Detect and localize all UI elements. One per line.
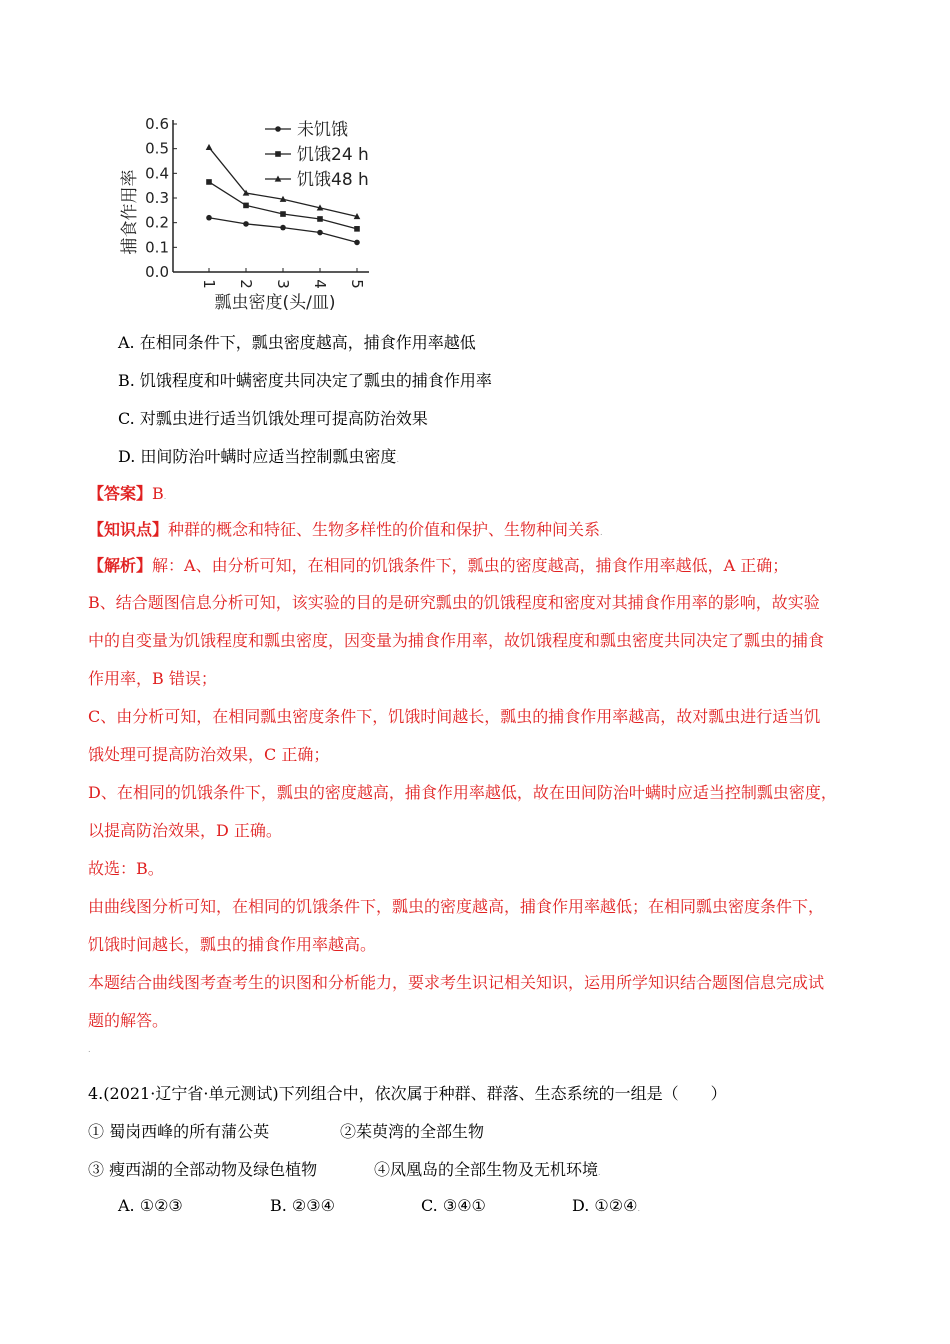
analysis-line-13: 题的解答。 xyxy=(88,1011,169,1030)
option-a: A. 在相同条件下，瓢虫密度越高，捕食作用率越低 xyxy=(118,333,476,352)
analysis-label: 【解析】 xyxy=(88,556,153,575)
data-point xyxy=(206,179,212,185)
y-tick-label: 0.3 xyxy=(145,189,169,207)
x-tick-label: 5 xyxy=(348,279,366,289)
analysis-line-3: 中的自变量为饥饿程度和瓢虫密度，因变量为捕食作用率，故饥饿程度和瓢虫密度共同决定了瓢虫的捕食 xyxy=(88,631,825,650)
analysis-line-8: 以提高防治效果，D 正确。 xyxy=(88,821,282,840)
y-tick-label: 0.5 xyxy=(145,139,169,158)
data-point xyxy=(206,144,213,150)
para-mark: . xyxy=(163,492,167,501)
data-point xyxy=(243,203,249,209)
analysis-line-1 xyxy=(88,556,868,576)
analysis-line-4: 作用率，B 错误； xyxy=(88,669,217,688)
knowledge-value: 种群的概念和特征、生物多样性的价值和保护、生物种间关系 xyxy=(168,520,601,539)
question-4-item-1: ① 蜀岗西峰的所有蒲公英 xyxy=(88,1122,270,1141)
legend-label: 饥饿48 h xyxy=(297,170,369,190)
x-tick-label: 2 xyxy=(237,279,255,289)
answer-value: B xyxy=(152,484,164,503)
analysis-line-5: C、由分析可知，在相同瓢虫密度条件下，饥饿时间越长，瓢虫的捕食作用率越高，故对瓢虫进行适当饥 xyxy=(88,707,821,726)
series-1 xyxy=(206,215,360,245)
question-4-stem: 4.(2021·辽宁省·单元测试)下列组合中，依次属于种群、群落、生态系统的一组是（ ） xyxy=(88,1084,727,1103)
question-4-items-row-2 xyxy=(88,1160,601,1180)
data-point xyxy=(243,221,249,227)
para-mark: . xyxy=(88,1045,91,1054)
analysis-line-9: 故选：B。 xyxy=(88,859,164,878)
question-4-choice-a: A. ①②③ xyxy=(118,1196,183,1215)
y-tick-label: 0.4 xyxy=(145,164,169,183)
para-mark: . xyxy=(600,528,603,537)
predation-rate-chart xyxy=(115,112,395,317)
data-point xyxy=(354,226,360,232)
knowledge-line xyxy=(88,520,868,543)
y-tick-label: 0.2 xyxy=(145,213,169,232)
data-point xyxy=(280,211,286,217)
legend-label: 未饥饿 xyxy=(297,120,348,140)
chart-xlabel: 瓢虫密度(头/皿) xyxy=(214,293,336,313)
analysis-line-2: B、结合题图信息分析可知，该实验的目的是研究瓢虫的饥饿程度和密度对其捕食作用率的影响，故实验 xyxy=(88,593,820,612)
data-point xyxy=(317,216,323,222)
question-4-item-4: ④凤凰岛的全部生物及无机环境 xyxy=(374,1160,599,1179)
question-4-choice-c: C. ③④① xyxy=(421,1196,486,1215)
x-tick-label: 4 xyxy=(311,279,329,289)
option-d-text: D. 田间防治叶螨时应适当控制瓢虫密度 xyxy=(118,447,397,466)
question-4-item-3: ③ 瘦西湖的全部动物及绿色植物 xyxy=(88,1160,318,1179)
analysis-line-12: 本题结合曲线图考查考生的识图和分析能力，要求考生识记相关知识，运用所学知识结合题图信息完成试 xyxy=(88,973,825,992)
question-4-choice-d xyxy=(572,1196,640,1219)
analysis-text: 解：A、由分析可知，在相同的饥饿条件下，瓢虫的密度越高，捕食作用率越低，A 正确； xyxy=(152,556,789,575)
data-point xyxy=(275,126,281,132)
data-point xyxy=(275,151,281,157)
option-d xyxy=(118,447,399,470)
question-4-choice-d-text: D. ①②④ xyxy=(572,1196,638,1215)
y-tick-label: 0.0 xyxy=(145,263,169,281)
answer-label: 【答案】 xyxy=(88,484,153,503)
chart-ylabel: 捕食作用率 xyxy=(120,169,140,255)
y-tick-label: 0.6 xyxy=(145,115,169,133)
x-tick-label: 3 xyxy=(274,279,292,289)
analysis-line-6: 饿处理可提高防治效果，C 正确； xyxy=(88,745,330,764)
question-4-choice-b: B. ②③④ xyxy=(270,1196,335,1215)
option-c: C. 对瓢虫进行适当饥饿处理可提高防治效果 xyxy=(118,409,428,428)
chart-svg xyxy=(115,112,395,317)
question-4-item-2: ②茱萸湾的全部生物 xyxy=(340,1122,485,1141)
para-mark: . xyxy=(637,1204,641,1213)
analysis-line-7: D、在相同的饥饿条件下，瓢虫的密度越高，捕食作用率越低，故在田间防治叶螨时应适当控制瓢虫密度， xyxy=(88,783,837,802)
analysis-line-10: 由曲线图分析可知，在相同的饥饿条件下，瓢虫的密度越高，捕食作用率越低；在相同瓢虫密度条件下， xyxy=(88,897,825,916)
knowledge-label: 【知识点】 xyxy=(88,520,169,539)
analysis-line-11: 饥饿时间越长，瓢虫的捕食作用率越高。 xyxy=(88,935,377,954)
question-4-items-row-1 xyxy=(88,1122,485,1142)
legend-label: 饥饿24 h xyxy=(297,145,369,165)
data-point xyxy=(206,215,212,221)
y-tick-label: 0.1 xyxy=(145,238,169,257)
data-point xyxy=(317,230,323,236)
data-point xyxy=(354,240,360,246)
para-mark: . xyxy=(598,1168,601,1177)
data-point xyxy=(280,225,286,231)
answer-line xyxy=(88,484,868,507)
para-mark: . xyxy=(396,455,399,464)
x-tick-label: 1 xyxy=(200,279,218,289)
option-b: B. 饥饿程度和叶螨密度共同决定了瓢虫的捕食作用率 xyxy=(118,371,492,390)
